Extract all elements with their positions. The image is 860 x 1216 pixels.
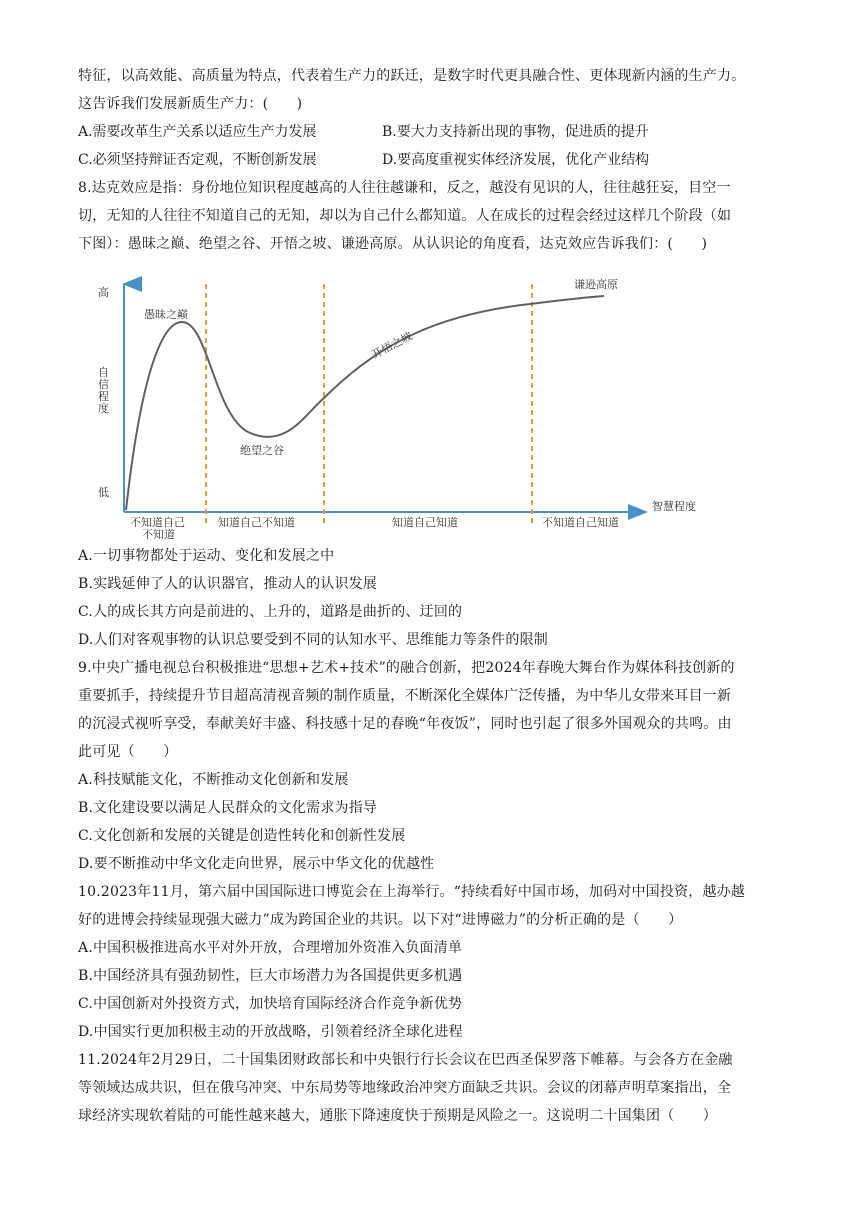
y-axis-label bbox=[98, 366, 113, 415]
q8-option-b: B.实践延伸了人的认识器官，推动人的认识发展 bbox=[78, 576, 378, 592]
q7-options-row bbox=[78, 146, 790, 174]
peak-label: 愚昧之巅 bbox=[144, 308, 188, 321]
q8-option-d: D.人们对客观事物的认识总要受到不同的认知水平、思维能力等条件的限制 bbox=[78, 632, 548, 648]
q7-stem-line: 这告诉我们发展新质生产力：( ) bbox=[78, 96, 303, 112]
y-axis-label-char: 度 bbox=[98, 402, 109, 415]
q10-option-b: B.中国经济具有强劲韧性，巨大市场潜力为各国提供更多机遇 bbox=[78, 968, 463, 984]
y-axis-label-char: 信 bbox=[98, 378, 109, 391]
q11-stem-line: 等领域达成共识，但在俄乌冲突、中东局势等地缘政治冲突方面缺乏共识。会议的闭幕声明草案指出，全 bbox=[78, 1080, 732, 1096]
q10-option-d: D.中国实行更加积极主动的开放战略，引领着经济全球化进程 bbox=[78, 1024, 463, 1040]
q9-option-a: A.科技赋能文化，不断推动文化创新和发展 bbox=[78, 772, 349, 788]
q7-options-row bbox=[78, 118, 790, 146]
plateau-label: 谦逊高原 bbox=[574, 278, 618, 291]
q9-stem-line: 9.中央广播电视总台积极推进“思想+艺术+技术”的融合创新，把2024年春晚大舞台作为媒体科技创新的 bbox=[78, 660, 735, 676]
q8-stem-line: 下图）：愚昧之巅、绝望之谷、开悟之坡、谦逊高原。从认识论的角度看，达克效应告诉我们：( ) bbox=[78, 236, 708, 252]
q8-stem-line: 8.达克效应是指：身份地位知识程度越高的人往往越谦和，反之，越没有见识的人，往往越狂妄，目空一 bbox=[78, 180, 731, 196]
slope-label: 开悟之坡 bbox=[369, 329, 415, 362]
x-axis-label: 智慧程度 bbox=[652, 500, 696, 513]
q9-stem-line: 重要抓手，持续提升节目超高清视音频的制作质量，不断深化全媒体广泛传播，为中华儿女带来耳目一新 bbox=[78, 688, 732, 704]
exam-page bbox=[78, 62, 790, 1130]
q10-option-c: C.中国创新对外投资方式，加快培育国际经济合作竞争新优势 bbox=[78, 996, 463, 1012]
q7-stem-line: 特征，以高效能、高质量为特点，代表着生产力的跃迁，是数字时代更具融合性、更体现新内涵的生产力。 bbox=[78, 68, 746, 84]
q9-option-c: C.文化创新和发展的关键是创造性转化和创新性发展 bbox=[78, 828, 406, 844]
q9-option-d: D.要不断推动中华文化走向世界，展示中华文化的优越性 bbox=[78, 856, 435, 872]
q7-option-c: C.必须坚持辩证否定观，不断创新发展 bbox=[78, 152, 317, 168]
q8-stem-line: 切，无知的人往往不知道自己的无知，却以为自己什么都知道。人在成长的过程会经过这样几个阶段（如 bbox=[78, 208, 732, 224]
q10-stem-line: 10.2023年11月，第六届中国国际进口博览会在上海举行。“持续看好中国市场，加码对中国投资，越办越 bbox=[78, 884, 746, 900]
q9-option-b: B.文化建设要以满足人民群众的文化需求为指导 bbox=[78, 800, 378, 816]
dunning-kruger-figure bbox=[90, 264, 730, 541]
q9-stem-line: 此可见（ ） bbox=[78, 744, 178, 760]
q10-stem-line: 好的进博会持续显现强大磁力”成为跨国企业的共识。以下对“进博磁力”的分析正确的是（ ） bbox=[78, 912, 683, 928]
q7-option-a: A.需要改革生产关系以适应生产力发展 bbox=[78, 124, 317, 140]
stage2-label: 知道自己不知道 bbox=[218, 516, 295, 529]
q10-option-a: A.中国积极推进高水平对外开放，合理增加外资准入负面清单 bbox=[78, 940, 463, 956]
valley-label: 绝望之谷 bbox=[240, 444, 284, 457]
y-low-label: 低 bbox=[98, 486, 109, 499]
y-axis-label-char: 程 bbox=[98, 390, 109, 403]
q11-stem-line: 球经济实现软着陆的可能性越来越大，通胀下降速度快于预期是风险之一。这说明二十国集团（ ） bbox=[78, 1108, 717, 1124]
q8-option-c: C.人的成长其方向是前进的、上升的，道路是曲折的、迂回的 bbox=[78, 604, 463, 620]
stage4-label: 不知道自己知道 bbox=[542, 516, 619, 529]
stage1-label: 不知道 bbox=[142, 528, 175, 541]
stage1-label: 不知道自己 bbox=[130, 516, 185, 529]
q7-option-d: D.要高度重视实体经济发展，优化产业结构 bbox=[382, 152, 650, 168]
q11-stem-line: 11.2024年2月29日，二十国集团财政部长和中央银行行长会议在巴西圣保罗落下帷幕。与会各方在金融 bbox=[78, 1052, 733, 1068]
q8-option-a: A.一切事物都处于运动、变化和发展之中 bbox=[78, 548, 335, 564]
q9-stem-line: 的沉浸式视听享受，奉献美好丰盛、科技感十足的春晚“年夜饭”，同时也引起了很多外国观众的共鸣。由 bbox=[78, 716, 732, 732]
stage3-label: 知道自己知道 bbox=[392, 516, 458, 529]
dunning-kruger-svg bbox=[90, 264, 730, 541]
q7-option-b: B.要大力支持新出现的事物，促进质的提升 bbox=[382, 124, 649, 140]
y-high-label: 高 bbox=[98, 286, 109, 299]
y-axis-label-char: 自 bbox=[98, 366, 109, 379]
